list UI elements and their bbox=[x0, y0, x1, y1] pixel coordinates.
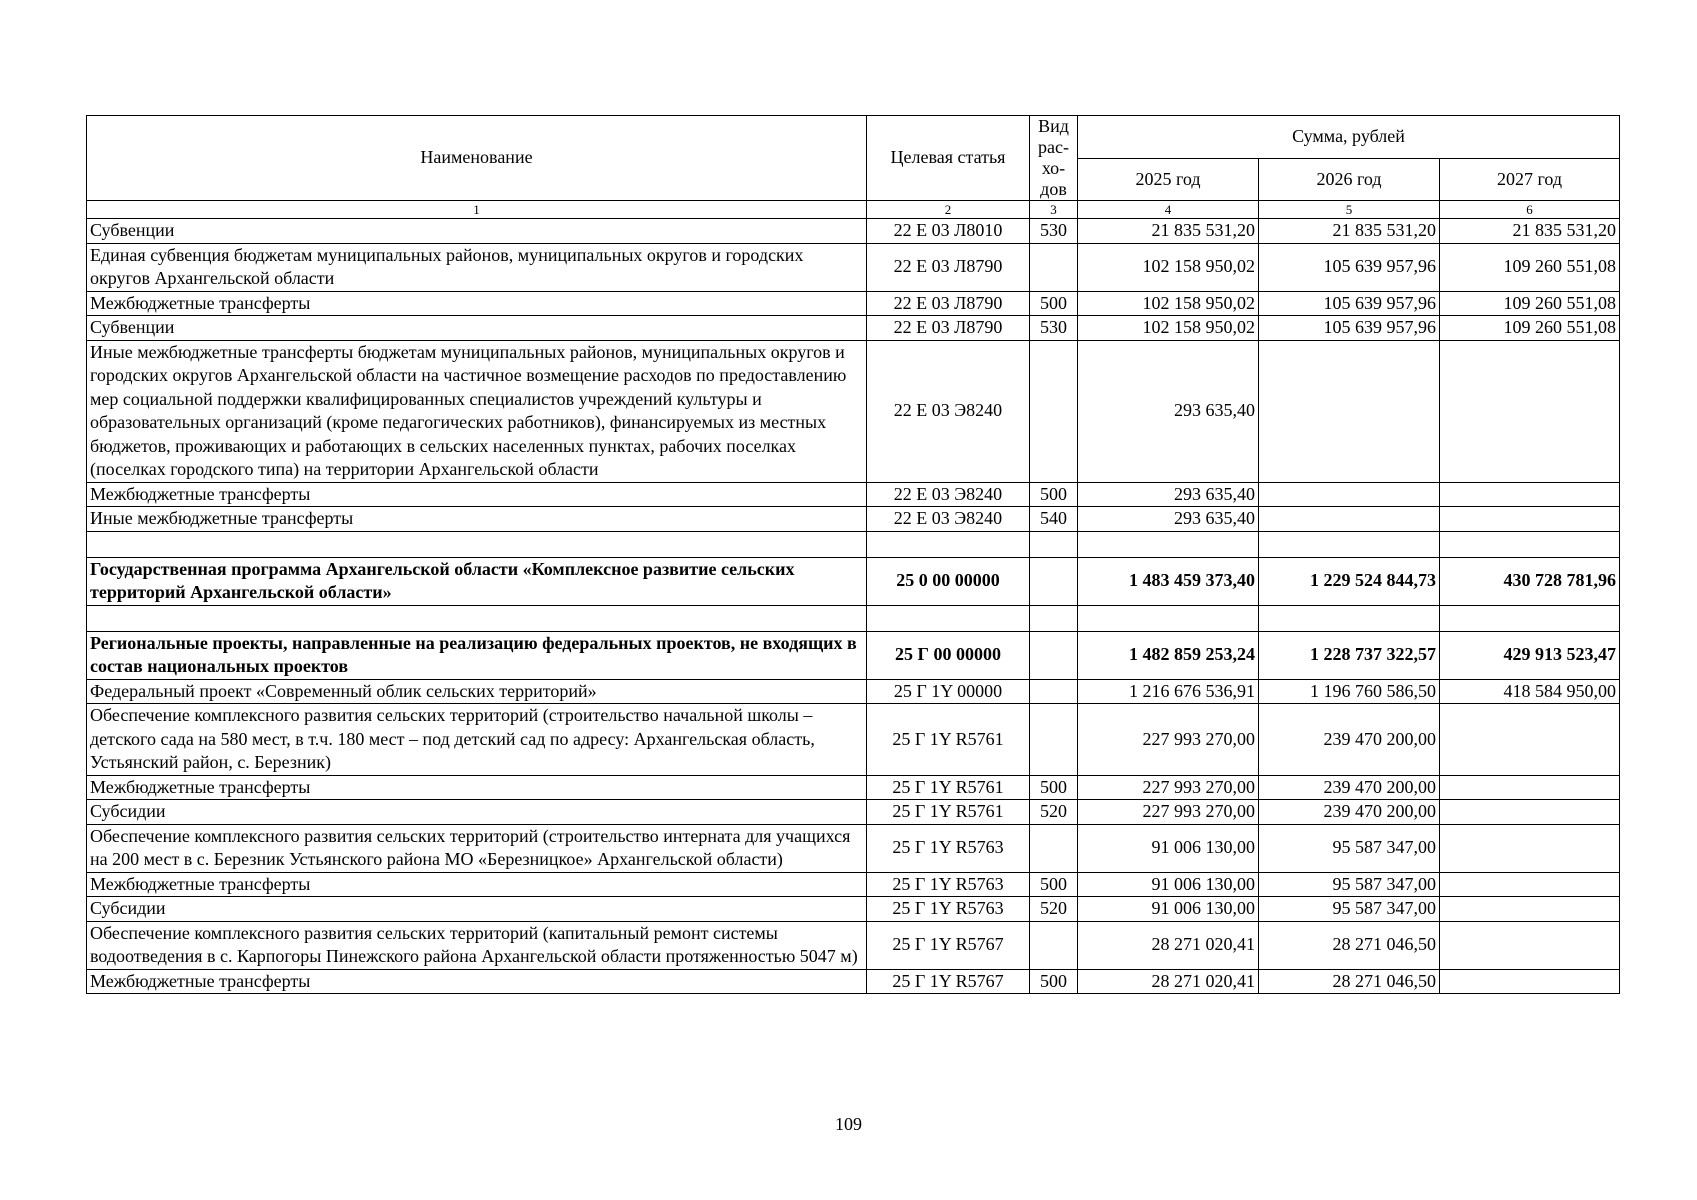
cell-name: Межбюджетные трансферты bbox=[87, 969, 867, 994]
column-header-name: Наименование bbox=[87, 116, 867, 201]
table-row bbox=[87, 824, 1620, 872]
cell-target-article: 22 Е 03 Л8790 bbox=[867, 291, 1030, 316]
cell-name: Субсидии bbox=[87, 800, 867, 825]
cell-sum-2025: 227 993 270,00 bbox=[1078, 775, 1259, 800]
cell-sum-2025: 227 993 270,00 bbox=[1078, 800, 1259, 825]
cell-sum-2025: 102 158 950,02 bbox=[1078, 316, 1259, 341]
cell-name: Межбюджетные трансферты bbox=[87, 872, 867, 897]
cell-sum-2026 bbox=[1259, 531, 1440, 557]
table-row bbox=[87, 921, 1620, 969]
cell-sum-2027 bbox=[1440, 872, 1620, 897]
cell-name: Межбюджетные трансферты bbox=[87, 482, 867, 507]
cell-sum-2027 bbox=[1440, 704, 1620, 776]
cell-expense-type bbox=[1030, 605, 1078, 631]
table-body bbox=[87, 219, 1620, 994]
column-number: 1 bbox=[87, 201, 867, 219]
table-row bbox=[87, 775, 1620, 800]
cell-target-article: 25 Г 1Y R5761 bbox=[867, 704, 1030, 776]
cell-sum-2026: 105 639 957,96 bbox=[1259, 316, 1440, 341]
column-number: 2 bbox=[867, 201, 1030, 219]
cell-expense-type: 500 bbox=[1030, 291, 1078, 316]
cell-expense-type bbox=[1030, 631, 1078, 679]
table-row bbox=[87, 969, 1620, 994]
column-header-expense-type bbox=[1030, 116, 1078, 201]
cell-target-article: 25 Г 00 00000 bbox=[867, 631, 1030, 679]
cell-sum-2026: 239 470 200,00 bbox=[1259, 704, 1440, 776]
cell-name: Федеральный проект «Современный облик сельских территорий» bbox=[87, 679, 867, 704]
cell-expense-type bbox=[1030, 679, 1078, 704]
cell-sum-2027 bbox=[1440, 482, 1620, 507]
column-header-year-2027: 2027 год bbox=[1440, 158, 1620, 201]
cell-name: Субвенции bbox=[87, 219, 867, 244]
cell-sum-2026: 1 196 760 586,50 bbox=[1259, 679, 1440, 704]
cell-name: Иные межбюджетные трансферты bbox=[87, 507, 867, 532]
cell-sum-2027 bbox=[1440, 775, 1620, 800]
cell-sum-2027 bbox=[1440, 800, 1620, 825]
cell-name: Государственная программа Архангельской области «Комплексное развитие сельских территорий Архангельской области» bbox=[87, 557, 867, 605]
cell-name: Межбюджетные трансферты bbox=[87, 291, 867, 316]
cell-expense-type: 520 bbox=[1030, 800, 1078, 825]
cell-target-article: 25 Г 1Y R5763 bbox=[867, 872, 1030, 897]
cell-expense-type bbox=[1030, 557, 1078, 605]
cell-name: Иные межбюджетные трансферты бюджетам муниципальных районов, муниципальных округов и городских округов Архангельской области на частичное возмещение расходов по предоставлению мер социальной поддержки квалифицированных специалистов учреждений культуры и образовательных организаций (кроме педагогических работников), финансируемых из местных бюджетов, проживающих и работающих в сельских населенных пунктах, рабочих поселках (поселках городского типа) на территории Архангельской области bbox=[87, 340, 867, 482]
cell-sum-2026: 95 587 347,00 bbox=[1259, 824, 1440, 872]
cell-sum-2027: 429 913 523,47 bbox=[1440, 631, 1620, 679]
cell-target-article: 25 Г 1Y R5763 bbox=[867, 897, 1030, 922]
cell-sum-2027: 430 728 781,96 bbox=[1440, 557, 1620, 605]
page-number: 109 bbox=[835, 1114, 862, 1134]
cell-sum-2025: 293 635,40 bbox=[1078, 507, 1259, 532]
cell-sum-2025: 293 635,40 bbox=[1078, 482, 1259, 507]
cell-target-article: 22 Е 03 Э8240 bbox=[867, 482, 1030, 507]
expense-type-line: рас- bbox=[1038, 137, 1069, 157]
cell-name: Субсидии bbox=[87, 897, 867, 922]
cell-sum-2027: 418 584 950,00 bbox=[1440, 679, 1620, 704]
table-row bbox=[87, 340, 1620, 482]
cell-expense-type bbox=[1030, 531, 1078, 557]
table-row bbox=[87, 557, 1620, 605]
table-row bbox=[87, 704, 1620, 776]
cell-name: Единая субвенция бюджетам муниципальных районов, муниципальных округов и городских округов Архангельской области bbox=[87, 243, 867, 291]
cell-sum-2027 bbox=[1440, 969, 1620, 994]
cell-name: Региональные проекты, направленные на реализацию федеральных проектов, не входящих в состав национальных проектов bbox=[87, 631, 867, 679]
cell-target-article: 25 Г 1Y R5761 bbox=[867, 775, 1030, 800]
cell-sum-2025 bbox=[1078, 531, 1259, 557]
column-header-sum: Сумма, рублей bbox=[1078, 116, 1620, 159]
cell-sum-2026 bbox=[1259, 605, 1440, 631]
budget-table bbox=[86, 115, 1620, 994]
expense-type-line: Вид bbox=[1038, 116, 1069, 136]
cell-sum-2026: 95 587 347,00 bbox=[1259, 897, 1440, 922]
column-header-year-2025: 2025 год bbox=[1078, 158, 1259, 201]
cell-sum-2025: 28 271 020,41 bbox=[1078, 921, 1259, 969]
cell-expense-type: 500 bbox=[1030, 969, 1078, 994]
cell-sum-2027 bbox=[1440, 897, 1620, 922]
cell-sum-2025: 293 635,40 bbox=[1078, 340, 1259, 482]
cell-sum-2026: 95 587 347,00 bbox=[1259, 872, 1440, 897]
cell-target-article bbox=[867, 531, 1030, 557]
cell-name bbox=[87, 531, 867, 557]
column-number: 6 bbox=[1440, 201, 1620, 219]
cell-name bbox=[87, 605, 867, 631]
cell-name: Обеспечение комплексного развития сельских территорий (строительство интерната для учащихся на 200 мест в с. Березник Устьянского района МО «Березницкое» Архангельской области) bbox=[87, 824, 867, 872]
cell-target-article: 22 Е 03 Л8010 bbox=[867, 219, 1030, 244]
table-header bbox=[87, 116, 1620, 219]
cell-name: Обеспечение комплексного развития сельских территорий (строительство начальной школы – детского сада на 580 мест, в т.ч. 180 мест – под детский сад по адресу: Архангельская область, Устьянский район, с. Березник) bbox=[87, 704, 867, 776]
cell-sum-2025: 1 482 859 253,24 bbox=[1078, 631, 1259, 679]
cell-sum-2025: 28 271 020,41 bbox=[1078, 969, 1259, 994]
cell-sum-2027 bbox=[1440, 340, 1620, 482]
table-row bbox=[87, 507, 1620, 532]
cell-sum-2026: 28 271 046,50 bbox=[1259, 921, 1440, 969]
table-row bbox=[87, 605, 1620, 631]
table-row bbox=[87, 897, 1620, 922]
table-row bbox=[87, 316, 1620, 341]
cell-expense-type: 500 bbox=[1030, 872, 1078, 897]
cell-target-article: 25 Г 1Y R5761 bbox=[867, 800, 1030, 825]
cell-sum-2027: 109 260 551,08 bbox=[1440, 243, 1620, 291]
cell-sum-2026: 1 229 524 844,73 bbox=[1259, 557, 1440, 605]
cell-sum-2026: 239 470 200,00 bbox=[1259, 775, 1440, 800]
cell-sum-2026: 28 271 046,50 bbox=[1259, 969, 1440, 994]
cell-sum-2027 bbox=[1440, 824, 1620, 872]
cell-expense-type: 530 bbox=[1030, 219, 1078, 244]
cell-target-article: 22 Е 03 Л8790 bbox=[867, 243, 1030, 291]
cell-expense-type: 500 bbox=[1030, 775, 1078, 800]
cell-target-article bbox=[867, 605, 1030, 631]
cell-expense-type bbox=[1030, 824, 1078, 872]
table-row bbox=[87, 800, 1620, 825]
cell-sum-2026: 1 228 737 322,57 bbox=[1259, 631, 1440, 679]
cell-sum-2025: 91 006 130,00 bbox=[1078, 824, 1259, 872]
cell-expense-type: 540 bbox=[1030, 507, 1078, 532]
table-row bbox=[87, 679, 1620, 704]
cell-sum-2026: 105 639 957,96 bbox=[1259, 291, 1440, 316]
cell-expense-type bbox=[1030, 704, 1078, 776]
cell-sum-2027: 109 260 551,08 bbox=[1440, 316, 1620, 341]
cell-expense-type: 500 bbox=[1030, 482, 1078, 507]
cell-sum-2025 bbox=[1078, 605, 1259, 631]
expense-type-line: хо- bbox=[1041, 158, 1066, 178]
cell-expense-type: 520 bbox=[1030, 897, 1078, 922]
column-number: 4 bbox=[1078, 201, 1259, 219]
table-row bbox=[87, 243, 1620, 291]
cell-sum-2027: 21 835 531,20 bbox=[1440, 219, 1620, 244]
column-numbers-row bbox=[87, 201, 1620, 219]
cell-expense-type bbox=[1030, 243, 1078, 291]
cell-sum-2025: 91 006 130,00 bbox=[1078, 872, 1259, 897]
column-header-target-article: Целевая статья bbox=[867, 116, 1030, 201]
table-row bbox=[87, 291, 1620, 316]
column-number: 5 bbox=[1259, 201, 1440, 219]
cell-sum-2027 bbox=[1440, 605, 1620, 631]
cell-target-article: 25 0 00 00000 bbox=[867, 557, 1030, 605]
cell-target-article: 25 Г 1Y R5767 bbox=[867, 921, 1030, 969]
cell-expense-type bbox=[1030, 340, 1078, 482]
cell-sum-2025: 102 158 950,02 bbox=[1078, 291, 1259, 316]
column-header-year-2026: 2026 год bbox=[1259, 158, 1440, 201]
table-row bbox=[87, 482, 1620, 507]
cell-target-article: 25 Г 1Y R5763 bbox=[867, 824, 1030, 872]
cell-sum-2026 bbox=[1259, 482, 1440, 507]
cell-sum-2025: 102 158 950,02 bbox=[1078, 243, 1259, 291]
cell-sum-2025: 1 483 459 373,40 bbox=[1078, 557, 1259, 605]
cell-sum-2027: 109 260 551,08 bbox=[1440, 291, 1620, 316]
cell-sum-2027 bbox=[1440, 531, 1620, 557]
cell-sum-2026: 239 470 200,00 bbox=[1259, 800, 1440, 825]
table-row bbox=[87, 531, 1620, 557]
cell-name: Субвенции bbox=[87, 316, 867, 341]
table-row bbox=[87, 219, 1620, 244]
cell-sum-2026 bbox=[1259, 507, 1440, 532]
cell-sum-2027 bbox=[1440, 921, 1620, 969]
column-number: 3 bbox=[1030, 201, 1078, 219]
expense-type-line: дов bbox=[1040, 179, 1067, 199]
cell-sum-2027 bbox=[1440, 507, 1620, 532]
cell-sum-2026: 105 639 957,96 bbox=[1259, 243, 1440, 291]
cell-target-article: 22 Е 03 Э8240 bbox=[867, 340, 1030, 482]
cell-sum-2026 bbox=[1259, 340, 1440, 482]
cell-sum-2025: 1 216 676 536,91 bbox=[1078, 679, 1259, 704]
cell-name: Обеспечение комплексного развития сельских территорий (капитальный ремонт системы водоотведения в с. Карпогоры Пинежского района Архангельской области протяженностью 5047 м) bbox=[87, 921, 867, 969]
cell-sum-2025: 21 835 531,20 bbox=[1078, 219, 1259, 244]
cell-expense-type bbox=[1030, 921, 1078, 969]
cell-sum-2025: 227 993 270,00 bbox=[1078, 704, 1259, 776]
cell-target-article: 25 Г 1Y 00000 bbox=[867, 679, 1030, 704]
cell-target-article: 25 Г 1Y R5767 bbox=[867, 969, 1030, 994]
cell-sum-2025: 91 006 130,00 bbox=[1078, 897, 1259, 922]
cell-sum-2026: 21 835 531,20 bbox=[1259, 219, 1440, 244]
table-row bbox=[87, 631, 1620, 679]
table-row bbox=[87, 872, 1620, 897]
cell-target-article: 22 Е 03 Л8790 bbox=[867, 316, 1030, 341]
cell-expense-type: 530 bbox=[1030, 316, 1078, 341]
cell-target-article: 22 Е 03 Э8240 bbox=[867, 507, 1030, 532]
cell-name: Межбюджетные трансферты bbox=[87, 775, 867, 800]
